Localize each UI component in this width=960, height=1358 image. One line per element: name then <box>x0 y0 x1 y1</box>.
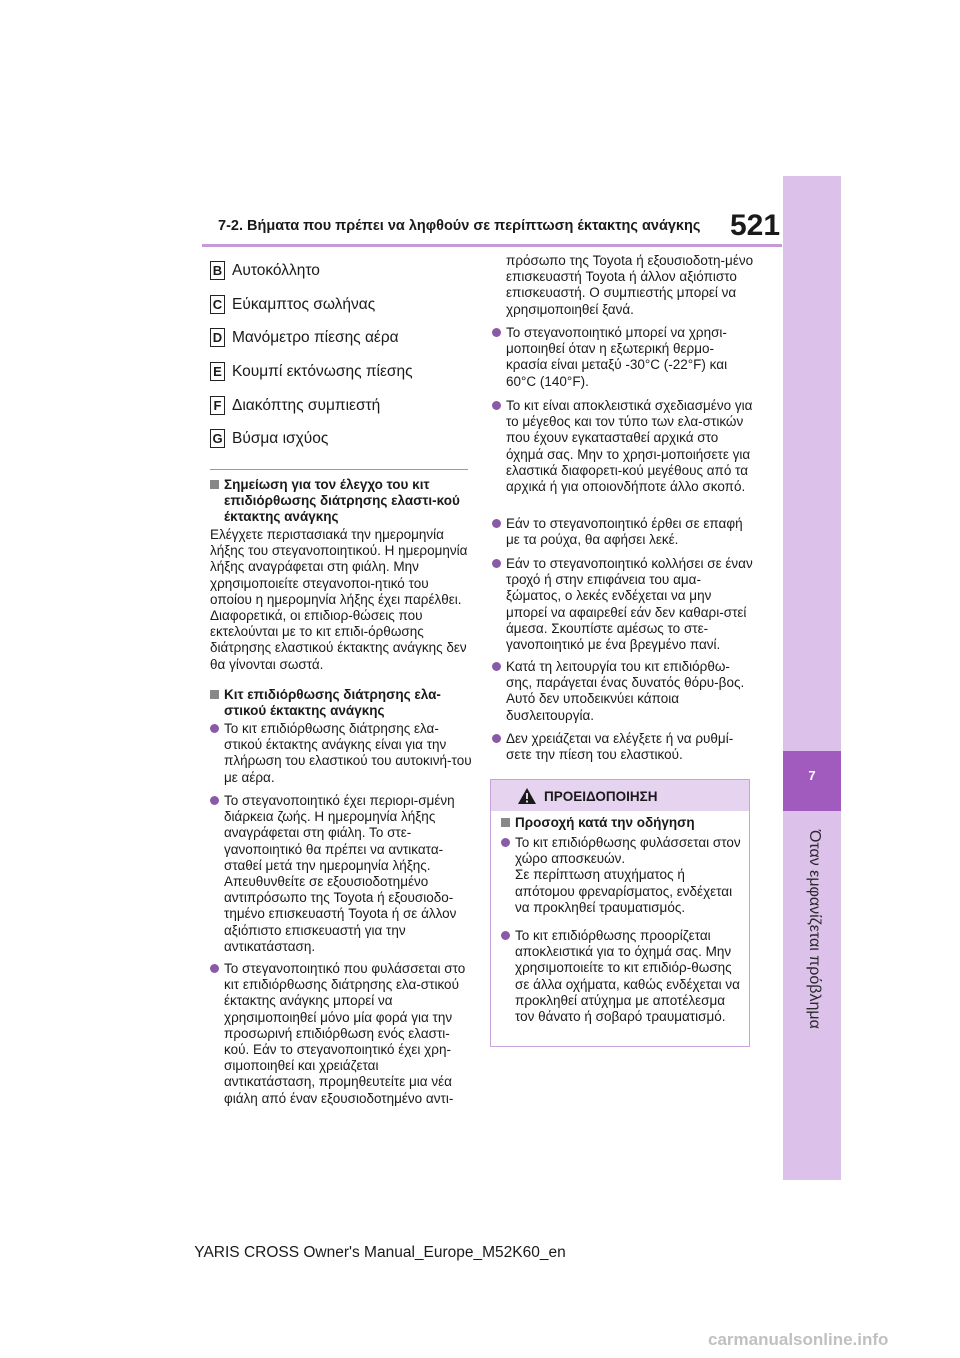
chapter-title <box>804 830 824 890</box>
kit-heading <box>210 687 472 719</box>
warning-item-text: Το κιτ επιδιόρθωσης φυλάσσεται στον χώρο αποσκευών. <box>515 835 741 867</box>
warning-title: ΠΡΟΕΙΔΟΠΟΙΗΣΗ <box>544 789 658 804</box>
circle-bullet-icon <box>210 796 219 805</box>
legend-letter: D <box>210 328 225 347</box>
warning-heading-text: Προσοχή κατά την οδήγηση <box>515 815 695 830</box>
legend-text: Μανόμετρο πίεσης αέρα <box>232 328 399 346</box>
legend-text: Αυτοκόλλητο <box>232 261 320 279</box>
list-item <box>492 516 754 548</box>
warning-heading <box>501 815 745 831</box>
kit-heading-text: Κιτ επιδιόρθωσης διάτρησης ελα-στικού έκτακτης ανάγκης <box>224 687 441 719</box>
circle-bullet-icon <box>492 559 501 568</box>
warning-triangle-icon <box>517 787 537 805</box>
legend-item-e <box>210 362 413 381</box>
warning-list-item <box>501 835 745 916</box>
legend-text: Εύκαμπτος σωλήνας <box>232 295 376 313</box>
continued-paragraph: πρόσωπο της Toyota ή εξουσιοδοτη-μένο επισκευαστή Toyota ή άλλον αξιόπιστο επισκευαστή. Ο συμπιεστής μπορεί να χρησιμοποιηθεί ξανά. <box>506 253 754 317</box>
legend-text: Κουμπί εκτόνωσης πίεσης <box>232 362 413 380</box>
list-item-text: Δεν χρειάζεται να ελέγξετε ή να ρυθμί-σετε την πίεση του ελαστικού. <box>506 731 734 763</box>
warning-list-item <box>501 928 745 1025</box>
list-item-text: Το κιτ είναι αποκλειστικά σχεδιασμένο για το μέγεθος και τον τύπο των ελα-στικών που έχουν εγκατασταθεί αρχικά στο όχημά σας. Μην το χρησι-μοποιήσετε για ελαστικά διαφορετι-κού μεγέθους από τα αρχικά ή για οποιονδήποτε άλλο σκοπό. <box>506 398 753 495</box>
legend-item-d <box>210 328 399 347</box>
footer-text: YARIS CROSS Owner's Manual_Europe_M52K60_en <box>194 1244 566 1261</box>
circle-bullet-icon <box>210 964 219 973</box>
list-item <box>492 325 754 390</box>
header-rule <box>202 244 782 247</box>
list-item <box>492 659 754 724</box>
watermark: carmanualsonline.info <box>708 1330 889 1349</box>
circle-bullet-icon <box>501 931 510 940</box>
warning-item-extra: Σε περίπτωση ατυχήματος ή απότομου φρεναρίσματος, ενδέχεται να προκληθεί τραυματισμός. <box>515 867 733 915</box>
page-number: 521 <box>730 209 781 242</box>
note-heading <box>210 477 472 526</box>
circle-bullet-icon <box>492 328 501 337</box>
list-item <box>492 556 754 653</box>
legend-letter: F <box>210 396 225 415</box>
list-item-text: Το στεγανοποιητικό μπορεί να χρησι-μοποιηθεί όταν η εξωτερική θερμο-κρασία είναι μεταξύ -30°C (-22°F) και 60°C (140°F). <box>506 325 728 389</box>
legend-letter: B <box>210 261 225 280</box>
legend-text: Βύσμα ισχύος <box>232 429 329 447</box>
legend-letter: G <box>210 429 225 448</box>
list-item-text: Εάν το στεγανοποιητικό κολλήσει σε έναν τροχό ή στην επιφάνεια του αμα-ξώματος, ο λεκές ενδέχεται να μην μπορεί να αφαιρεθεί εάν δεν καθαρι-στεί άμεσα. Σκουπίστε αμέσως το στε-γανοποιητικό με ένα βρεγμένο πανί. <box>506 556 753 653</box>
legend-letter: E <box>210 362 225 381</box>
list-item-text: Το στεγανοποιητικό που φυλάσσεται στο κιτ επιδιόρθωσης διάτρησης ελα-στικού έκτακτης ανάγκης μπορεί να χρησιμοποιηθεί μόνο μία φορά για την προσωρινή επιδιόρθωση ενός ελαστι-κού. Εάν το στεγανοποιητικό έχει χρη-σιμοποιηθεί και χρειάζεται αντικατάσταση, προμηθευτείτε μια νέα φιάλη από έναν εξουσιοδοτημένο αντι- <box>224 961 466 1106</box>
circle-bullet-icon <box>210 724 219 733</box>
legend-item-f <box>210 396 380 415</box>
list-item <box>492 398 754 495</box>
section-divider <box>210 469 468 470</box>
list-item <box>210 721 472 786</box>
circle-bullet-icon <box>492 519 501 528</box>
list-item-text: Το κιτ επιδιόρθωσης διάτρησης ελα-στικού έκτακτης ανάγκης είναι για την πλήρωση του ελαστικού του αυτοκινή-του με αέρα. <box>224 721 472 785</box>
legend-text: Διακόπτης συμπιεστή <box>232 396 381 414</box>
list-item-text: Κατά τη λειτουργία του κιτ επιδιόρθω-σης, παράγεται ένας δυνατός θόρυ-βος. Αυτό δεν υποδεικνύει κάποια δυσλειτουργία. <box>506 659 745 723</box>
list-item <box>210 793 472 955</box>
square-bullet-icon <box>210 480 219 489</box>
list-item-text: Το στεγανοποιητικό έχει περιορι-σμένη διάρκεια ζωής. Η ημερομηνία λήξης αναγράφεται στη φιάλη. Το στε-γανοποιητικό θα πρέπει να αντικατα-σταθεί μετά την ημερομηνία λήξης. Απευθυνθείτε σε εξουσιοδοτημένο αντιπρόσωπο της Toyota ή εξουσιοδο-τημένο επισκευαστή Toyota ή σε άλλον αξιόπιστο επισκευαστή για την αντικατάσταση. <box>224 793 457 954</box>
section-title: 7-2. Βήματα που πρέπει να ληφθούν σε περίπτωση έκτακτης ανάγκης <box>218 218 701 234</box>
list-item-text <box>515 835 745 916</box>
list-item-text: Το κιτ επιδιόρθωσης προορίζεται αποκλειστικά για το όχημά σας. Μην χρησιμοποιείτε το κιτ επιδιόρ-θωσης σε άλλα οχήματα, καθώς ενδέχεται να προκληθεί ατύχημα με αποτέλεσμα τον θάνατο ή σοβαρό τραυματισμό. <box>515 928 740 1025</box>
list-item-text: Εάν το στεγανοποιητικό έρθει σε επαφή με τα ρούχα, θα αφήσει λεκέ. <box>506 516 743 548</box>
square-bullet-icon <box>501 818 510 827</box>
list-item <box>492 731 754 763</box>
circle-bullet-icon <box>501 838 510 847</box>
circle-bullet-icon <box>492 734 501 743</box>
note-heading-text: Σημείωση για τον έλεγχο του κιτ επιδιόρθωσης διάτρησης ελαστι-κού έκτακτης ανάγκης <box>224 477 460 525</box>
chapter-side-tab <box>783 176 841 1180</box>
legend-item-c <box>210 295 375 314</box>
legend-item-g <box>210 429 328 448</box>
circle-bullet-icon <box>492 401 501 410</box>
circle-bullet-icon <box>492 662 501 671</box>
note-paragraph: Ελέγχετε περιστασιακά την ημερομηνία λήξης του στεγανοποιητικού. Η ημερομηνία λήξης αναγράφεται στη φιάλη. Μην χρησιμοποιείτε στεγανοποι-ητικό του οποίου η ημερομηνία λήξης έχει παρέλθει. Διαφορετικά, οι επιδιορ-θώσεις που εκτελούνται με το κιτ επιδι-όρθωσης διάτρησης ελαστικού έκτακτης ανάγκης δεν θα γίνονται σωστά. <box>210 527 468 672</box>
list-item <box>210 961 472 1107</box>
legend-letter: C <box>210 295 225 314</box>
legend-item-b <box>210 261 320 280</box>
square-bullet-icon <box>210 690 219 699</box>
chapter-number: 7 <box>808 768 816 783</box>
